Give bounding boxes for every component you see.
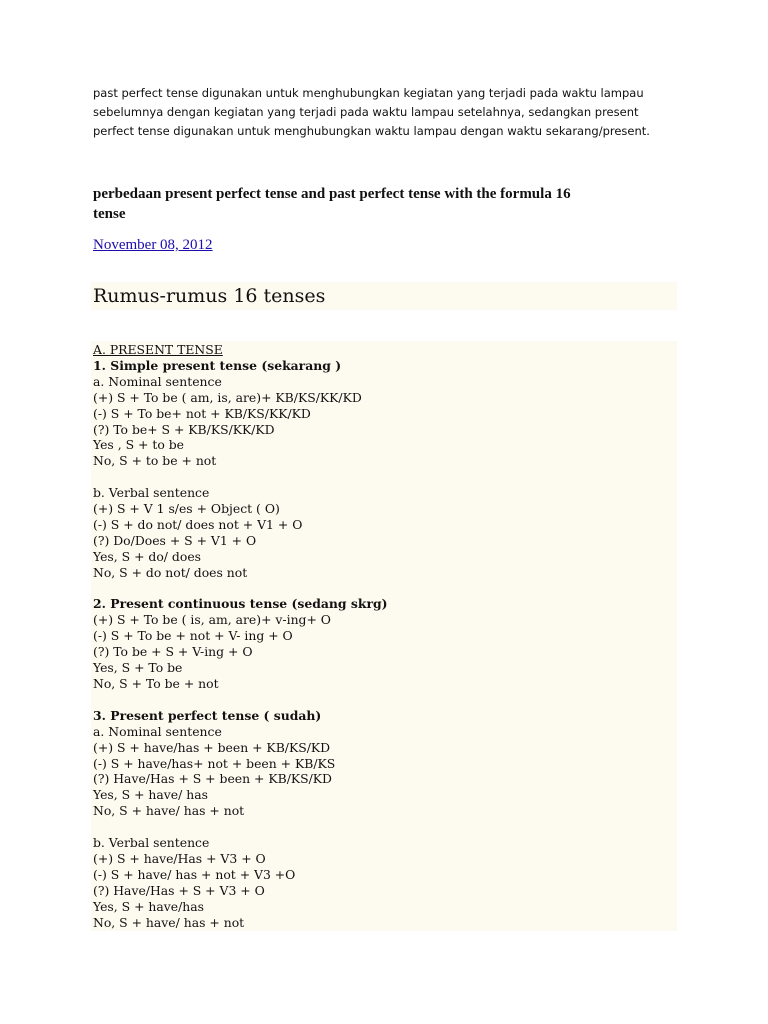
intro-line: perfect tense digunakan untuk menghubungkan waktu lampau dengan waktu sekarang/present. — [93, 124, 650, 138]
blank-line — [93, 692, 388, 708]
formula-line: No, S + have/ has + not — [93, 914, 245, 930]
post-title-line: tense — [93, 206, 126, 222]
formula-line: No, S + to be + not — [93, 453, 217, 469]
formula-line: (+) S + have/has + been + KB/KS/KD — [93, 739, 331, 755]
tense-heading: 2. Present continuous tense (sedang skrg) — [93, 596, 388, 612]
post-title-line: perbedaan present perfect tense and past perfect tense with the formula 16 — [93, 186, 571, 202]
formula-line: (?) Do/Does + S + V1 + O — [93, 532, 257, 548]
blank-line — [93, 819, 388, 835]
formula-line: No, S + To be + not — [93, 676, 219, 691]
section-heading: A. PRESENT TENSE — [93, 342, 223, 357]
formula-line: (-) S + To be + not + V- ing + O — [93, 628, 293, 644]
formula-line: (-) S + have/has+ not + been + KB/KS — [93, 755, 336, 771]
tense-heading: 3. Present perfect tense ( sudah) — [93, 707, 322, 723]
formula-line: a. Nominal sentence — [93, 723, 222, 739]
formula-line: (+) S + V 1 s/es + Object ( O) — [93, 501, 280, 517]
formula-line: (?) To be+ S + KB/KS/KK/KD — [93, 421, 275, 437]
formula-line: Yes, S + have/ has — [93, 787, 208, 803]
blank-line — [93, 581, 388, 597]
tense-heading: 1. Simple present tense (sekarang ) — [93, 357, 342, 373]
intro-paragraph — [93, 84, 693, 141]
formula-line: b. Verbal sentence — [93, 485, 210, 501]
formula-line: Yes, S + have/has — [93, 898, 205, 914]
blank-line — [93, 469, 388, 485]
formula-line: (?) Have/Has + S + V3 + O — [93, 882, 265, 898]
formula-line: (-) S + do not/ does not + V1 + O — [93, 516, 303, 532]
formula-line: (-) S + have/ has + not + V3 +O — [93, 866, 296, 882]
formula-line: (+) S + To be ( am, is, are)+ KB/KS/KK/KD — [93, 389, 362, 405]
formula-line: Yes, S + do/ does — [93, 548, 202, 564]
formula-line: (?) Have/Has + S + been + KB/KS/KD — [93, 771, 332, 787]
article-content — [93, 342, 388, 930]
formula-line: (+) S + To be ( is, am, are)+ v-ing+ O — [93, 612, 331, 628]
formula-line: No, S + have/ has + not — [93, 803, 245, 819]
article-heading-band — [91, 282, 677, 310]
formula-line: (+) S + have/Has + V3 + O — [93, 850, 266, 866]
post-title — [93, 184, 673, 224]
formula-line: Yes , S + to be — [93, 437, 184, 453]
article-content-band — [91, 341, 677, 931]
formula-line: (-) S + To be+ not + KB/KS/KK/KD — [93, 405, 311, 421]
formula-line: b. Verbal sentence — [93, 835, 210, 851]
intro-line: sebelumnya dengan kegiatan yang terjadi pada waktu lampau setelahnya, sedangkan present — [93, 105, 639, 119]
formula-line: (?) To be + S + V-ing + O — [93, 644, 253, 660]
formula-line: Yes, S + To be — [93, 660, 183, 676]
formula-line: a. Nominal sentence — [93, 373, 222, 389]
article-heading: Rumus-rumus 16 tenses — [93, 285, 326, 307]
formula-line: No, S + do not/ does not — [93, 564, 248, 580]
post-date-link[interactable]: November 08, 2012 — [93, 237, 213, 253]
intro-line: past perfect tense digunakan untuk menghubungkan kegiatan yang terjadi pada waktu lampau — [93, 86, 644, 100]
